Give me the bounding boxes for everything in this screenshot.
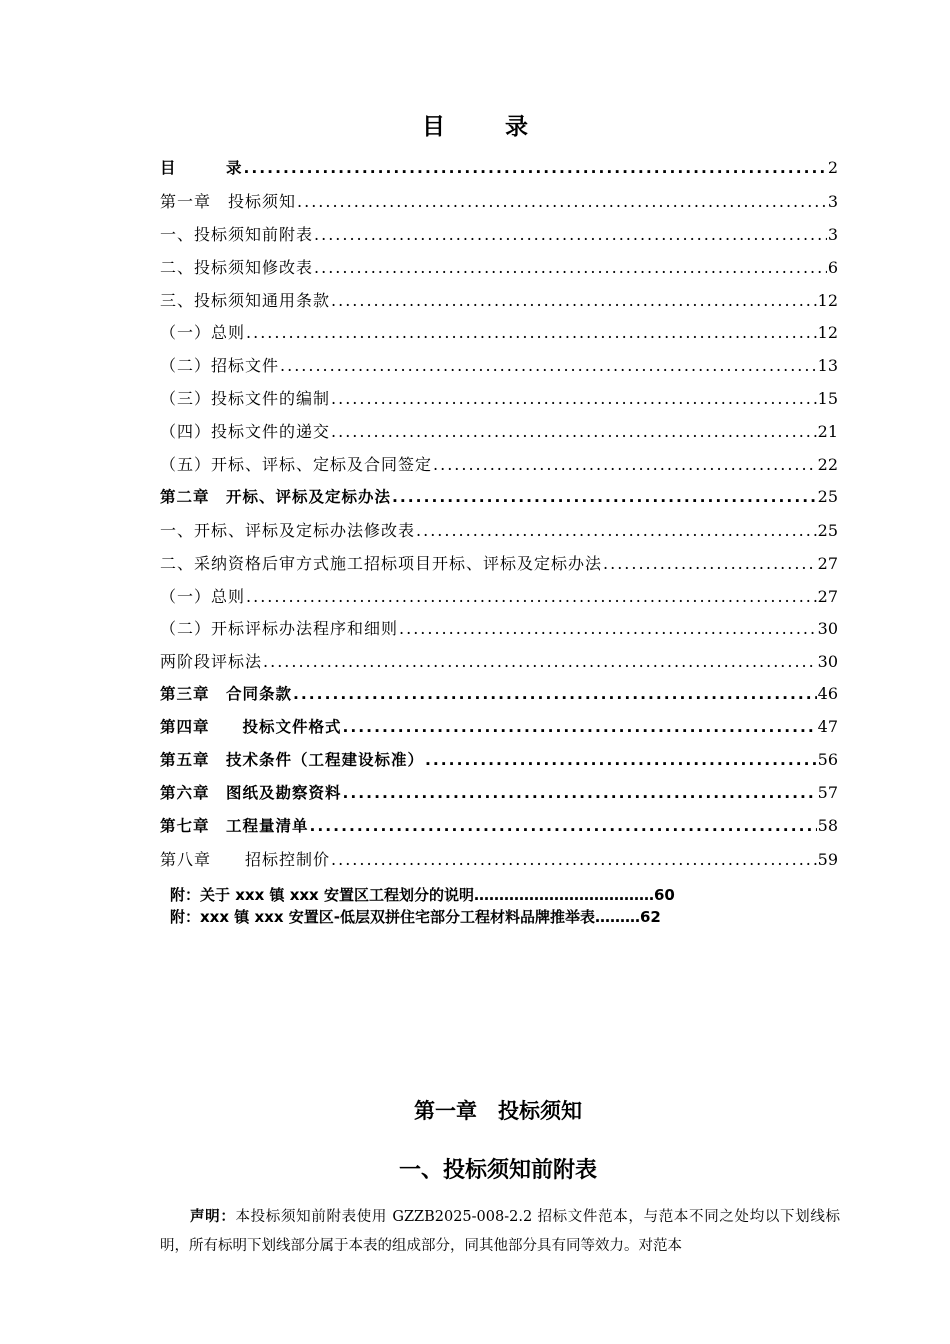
toc-leader-dots (280, 356, 817, 375)
statement-lead: 声明： (190, 1209, 236, 1225)
toc-entry-label: （一）总则 (160, 323, 246, 343)
toc-entry-label: 第八章 招标控制价 (160, 849, 331, 869)
toc-leader-dots (310, 817, 817, 835)
toc-entry-label: 二、采纳资格后审方式施工招标项目开标、评标及定标办法 (160, 553, 603, 573)
toc-leader-dots (297, 192, 827, 211)
toc-heading-left: 目 (422, 114, 445, 140)
toc-entry-label: （五）开标、评标、定标及合同签定 (160, 455, 433, 475)
toc-entry-page: 21 (817, 422, 838, 442)
toc-entry-label: 第一章 投标须知 (160, 191, 297, 211)
toc-entry[interactable] (160, 584, 838, 617)
toc-entry-label: 三、投标须知通用条款 (160, 290, 331, 310)
toc-entry-label: （二）开标评标办法程序和细则 (160, 619, 399, 639)
toc-entry-label: （四）投标文件的递交 (160, 422, 331, 442)
toc-leader-dots (433, 455, 817, 474)
toc-leader-dots (293, 685, 817, 703)
toc-leader-dots (246, 587, 817, 606)
toc-entry-page: 25 (817, 486, 838, 506)
toc-entry[interactable] (160, 616, 838, 649)
toc-entry-label: 第三章 合同条款 (160, 685, 293, 704)
toc-entry-page: 47 (817, 717, 838, 737)
toc-entry[interactable] (160, 353, 838, 386)
toc-leader-dots (343, 718, 817, 736)
toc-entry-label: 第五章 技术条件（工程建设标准） (160, 751, 425, 770)
toc-heading-right: 录 (505, 114, 528, 140)
toc-entry[interactable] (160, 814, 838, 847)
toc-entry-page: 3 (827, 191, 838, 211)
toc-entry[interactable] (160, 288, 838, 321)
toc-entry[interactable] (160, 452, 838, 485)
toc-leader-dots (314, 258, 827, 277)
toc-entry-page: 15 (817, 389, 838, 409)
toc-entry-page: 6 (827, 257, 838, 277)
toc-entry[interactable] (160, 320, 838, 353)
toc-entry-page: 59 (817, 849, 838, 869)
toc-entry-label: 第六章 图纸及勘察资料 (160, 783, 342, 802)
toc-entry[interactable] (160, 222, 838, 255)
statement-text: 本投标须知前附表使用 GZZB2025-008-2.2 招标文件范本，与范本不同之处均以下划线标明，所有标明下划线部分属于本表的组成部分，同其他部分具有同等效力。对范本 (160, 1209, 840, 1254)
toc-entry-page: 58 (817, 815, 838, 835)
toc-entry[interactable] (160, 255, 838, 288)
toc-entry-page: 22 (817, 455, 838, 475)
toc-appendix-2[interactable]: 附：xxx 镇 xxx 安置区-低层双拼住宅部分工程材料品牌推举表………62 (170, 908, 661, 926)
toc-leader-dots (343, 784, 817, 802)
toc-leader-dots (416, 521, 817, 540)
toc-leader-dots (331, 291, 817, 310)
toc-entry[interactable] (160, 551, 838, 584)
toc-entry-label: 一、投标须知前附表 (160, 224, 314, 244)
toc-entry-page: 12 (817, 323, 838, 343)
toc-entry[interactable] (160, 847, 838, 880)
toc-entry-label: 目 录 (160, 159, 243, 177)
toc-entry[interactable] (160, 748, 838, 781)
toc-entry-label: 第四章 投标文件格式 (160, 718, 342, 737)
toc-entry-page: 30 (817, 619, 838, 639)
toc-entry[interactable] (160, 781, 838, 814)
toc-entry[interactable] (160, 485, 838, 518)
toc-entry[interactable] (160, 715, 838, 748)
toc-entry-label: （二）招标文件 (160, 356, 280, 376)
toc-entry-label: 二、投标须知修改表 (160, 257, 314, 277)
toc-entry-page: 46 (817, 684, 838, 704)
toc-entry[interactable] (160, 156, 838, 189)
table-of-contents (160, 156, 838, 880)
toc-entry[interactable] (160, 518, 838, 551)
toc-entry[interactable] (160, 386, 838, 419)
toc-entry-page: 27 (817, 553, 838, 573)
toc-entry-page: 57 (817, 782, 838, 802)
toc-entry-page: 12 (817, 290, 838, 310)
toc-entry-page: 30 (817, 652, 838, 672)
toc-leader-dots (314, 225, 827, 244)
toc-leader-dots (603, 554, 817, 573)
toc-leader-dots (425, 751, 817, 769)
toc-leader-dots (331, 850, 817, 869)
section-title: 一、投标须知前附表 (398, 1158, 597, 1183)
toc-entry-label: 第二章 开标、评标及定标办法 (160, 487, 392, 506)
toc-appendix-1[interactable]: 附：关于 xxx 镇 xxx 安置区工程划分的说明………………………………60 (170, 886, 675, 904)
toc-entry[interactable] (160, 189, 838, 222)
toc-leader-dots (399, 619, 817, 638)
toc-entry-page: 25 (817, 520, 838, 540)
chapter-title: 第一章 投标须知 (414, 1099, 582, 1123)
toc-heading (0, 108, 950, 141)
toc-leader-dots (331, 422, 817, 441)
toc-entry-label: （一）总则 (160, 586, 246, 606)
toc-leader-dots (244, 159, 827, 177)
statement-paragraph (160, 1203, 840, 1261)
toc-leader-dots (392, 488, 817, 506)
toc-entry[interactable] (160, 649, 838, 682)
toc-entry-page: 3 (827, 224, 838, 244)
toc-entry-page: 13 (817, 356, 838, 376)
toc-entry-page: 56 (817, 750, 838, 770)
toc-entry-page: 2 (827, 158, 838, 177)
toc-entry[interactable] (160, 419, 838, 452)
toc-leader-dots (246, 323, 817, 342)
toc-entry-label: （三）投标文件的编制 (160, 389, 331, 409)
toc-leader-dots (263, 652, 817, 671)
toc-leader-dots (331, 389, 817, 408)
toc-entry-label: 第七章 工程量清单 (160, 816, 309, 835)
toc-entry[interactable] (160, 682, 838, 715)
toc-entry-label: 一、开标、评标及定标办法修改表 (160, 520, 416, 540)
toc-entry-page: 27 (817, 586, 838, 606)
toc-entry-label: 两阶段评标法 (160, 652, 263, 672)
